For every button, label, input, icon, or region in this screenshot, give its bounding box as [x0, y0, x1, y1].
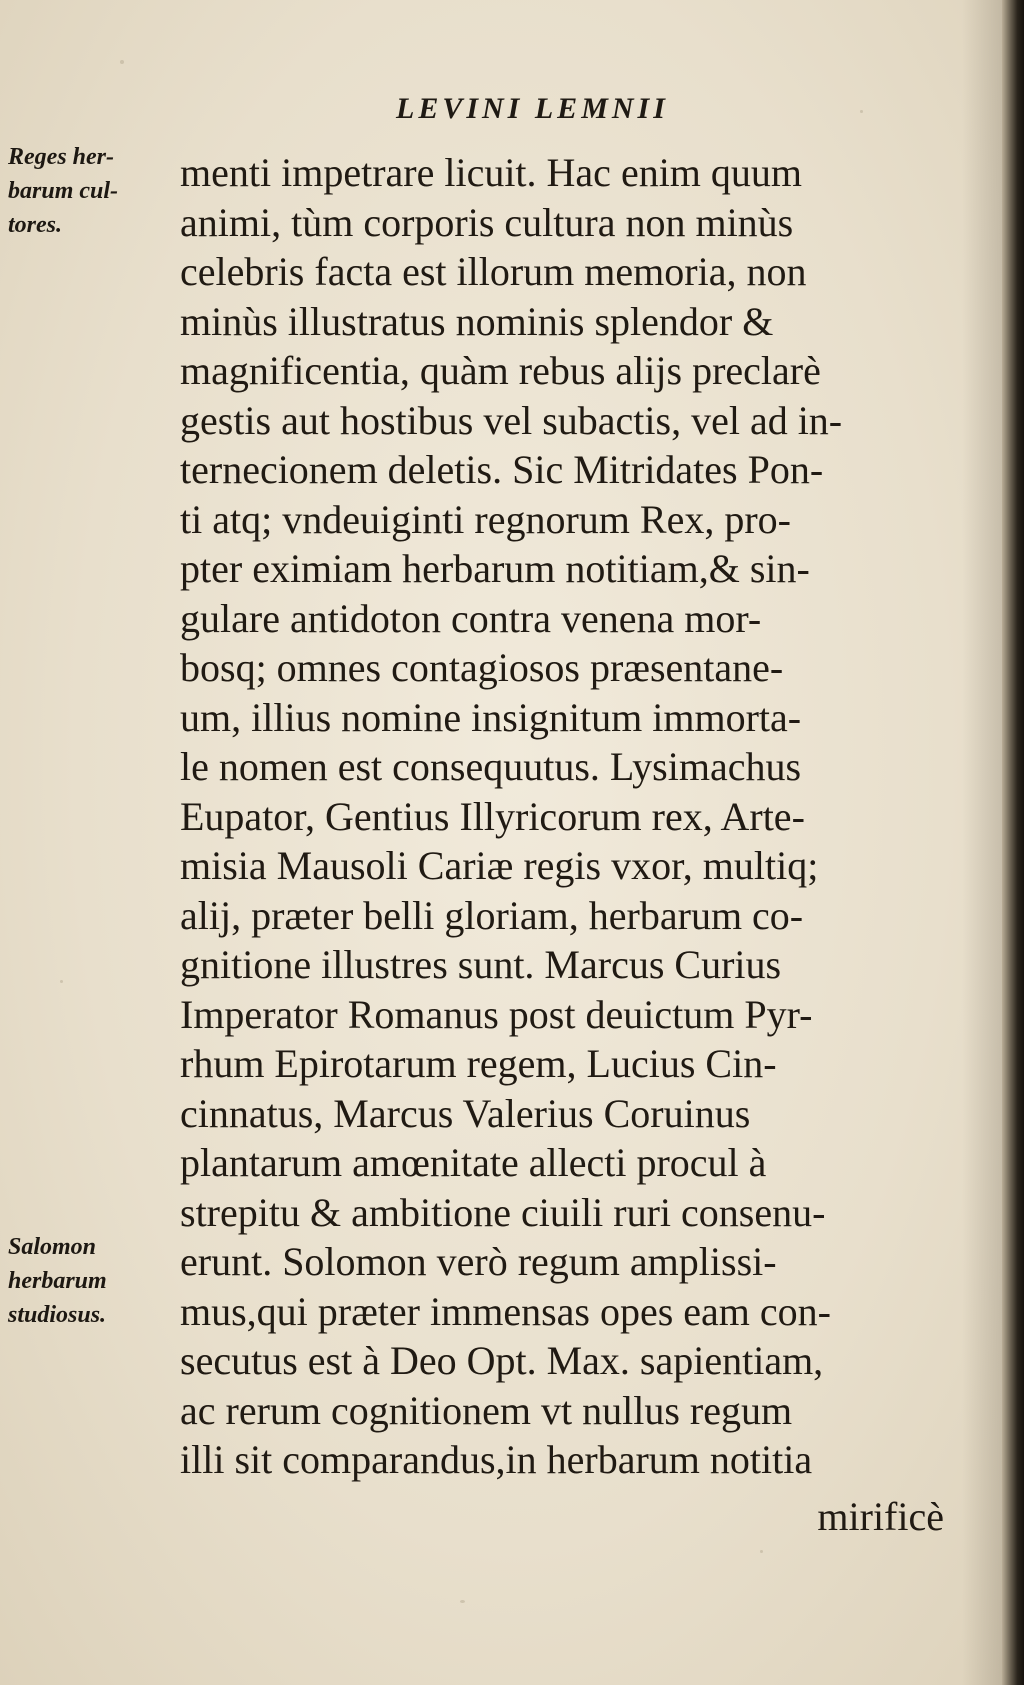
text-line: alij, præter belli gloriam, herbarum co- — [180, 892, 804, 938]
marginal-note-salomon — [8, 1230, 107, 1332]
text-line: rhum Epirotarum regem, Lucius Cin- — [180, 1041, 777, 1086]
catchword: mirificè — [817, 1494, 944, 1539]
paper-speck — [460, 1600, 465, 1603]
text-line: ternecionem deletis. Sic Mitridates Pon- — [180, 447, 824, 492]
marginal-note-reges — [8, 140, 118, 242]
marginal-line: tores. — [8, 212, 62, 238]
text-line: Eupator, Gentius Illyricorum rex, Arte- — [180, 793, 805, 839]
running-title: LEVINI LEMNII — [396, 92, 669, 125]
text-line: bosq; omnes contagiosos præsentane- — [180, 645, 784, 690]
text-line: minùs illustratus nominis splendor & — [180, 298, 774, 344]
text-line: gestis aut hostibus vel subactis, vel ad in- — [180, 397, 843, 443]
text-line: ti atq; vndeuiginti regnorum Rex, pro- — [180, 496, 791, 542]
text-line: secutus est à Deo Opt. Max. sapientiam, — [180, 1338, 824, 1383]
text-line: le nomen est consequutus. Lysimachus — [180, 744, 802, 789]
text-line: mus,qui præter immensas opes eam con- — [180, 1288, 831, 1334]
text-line: Imperator Romanus post deuictum Pyr- — [180, 991, 813, 1037]
text-line: illi sit comparandus,in herbarum notitia — [180, 1437, 813, 1482]
marginal-line: studiosus. — [8, 1302, 107, 1328]
text-line: ac rerum cognitionem vt nullus regum — [180, 1387, 793, 1433]
paper-speck — [60, 980, 63, 983]
paper-speck — [760, 1550, 763, 1553]
text-line: menti impetrare licuit. Hac enim quum — [180, 150, 803, 195]
text-line: gulare antidoton contra venena mor- — [180, 595, 762, 641]
marginal-line: herbarum — [8, 1268, 107, 1294]
body-text — [180, 148, 990, 1485]
text-line: celebris facta est illorum memoria, non — [180, 249, 807, 294]
text-line: plantarum amœnitate allecti procul à — [180, 1140, 767, 1185]
text-line: misia Mausoli Cariæ regis vxor, multiq; — [180, 843, 819, 888]
paper-speck — [860, 110, 863, 113]
binding-edge — [1002, 0, 1024, 1685]
text-line: um, illius nomine insignitum immorta- — [180, 694, 802, 740]
text-line: strepitu & ambitione ciuili ruri consenu- — [180, 1189, 826, 1235]
marginal-line: Salomon — [8, 1234, 97, 1260]
text-line: erunt. Solomon verò regum amplissi- — [180, 1239, 777, 1284]
text-line: gnitione illustres sunt. Marcus Curius — [180, 942, 782, 987]
text-line: pter eximiam herbarum notitiam,& sin- — [180, 546, 810, 591]
text-line: animi, tùm corporis cultura non minùs — [180, 199, 794, 245]
marginal-line: barum cul- — [8, 178, 119, 204]
marginal-line: Reges her- — [8, 144, 114, 170]
text-line: cinnatus, Marcus Valerius Coruinus — [180, 1090, 751, 1136]
paper-speck — [120, 60, 124, 64]
text-line: magnificentia, quàm rebus alijs preclarè — [180, 348, 821, 393]
